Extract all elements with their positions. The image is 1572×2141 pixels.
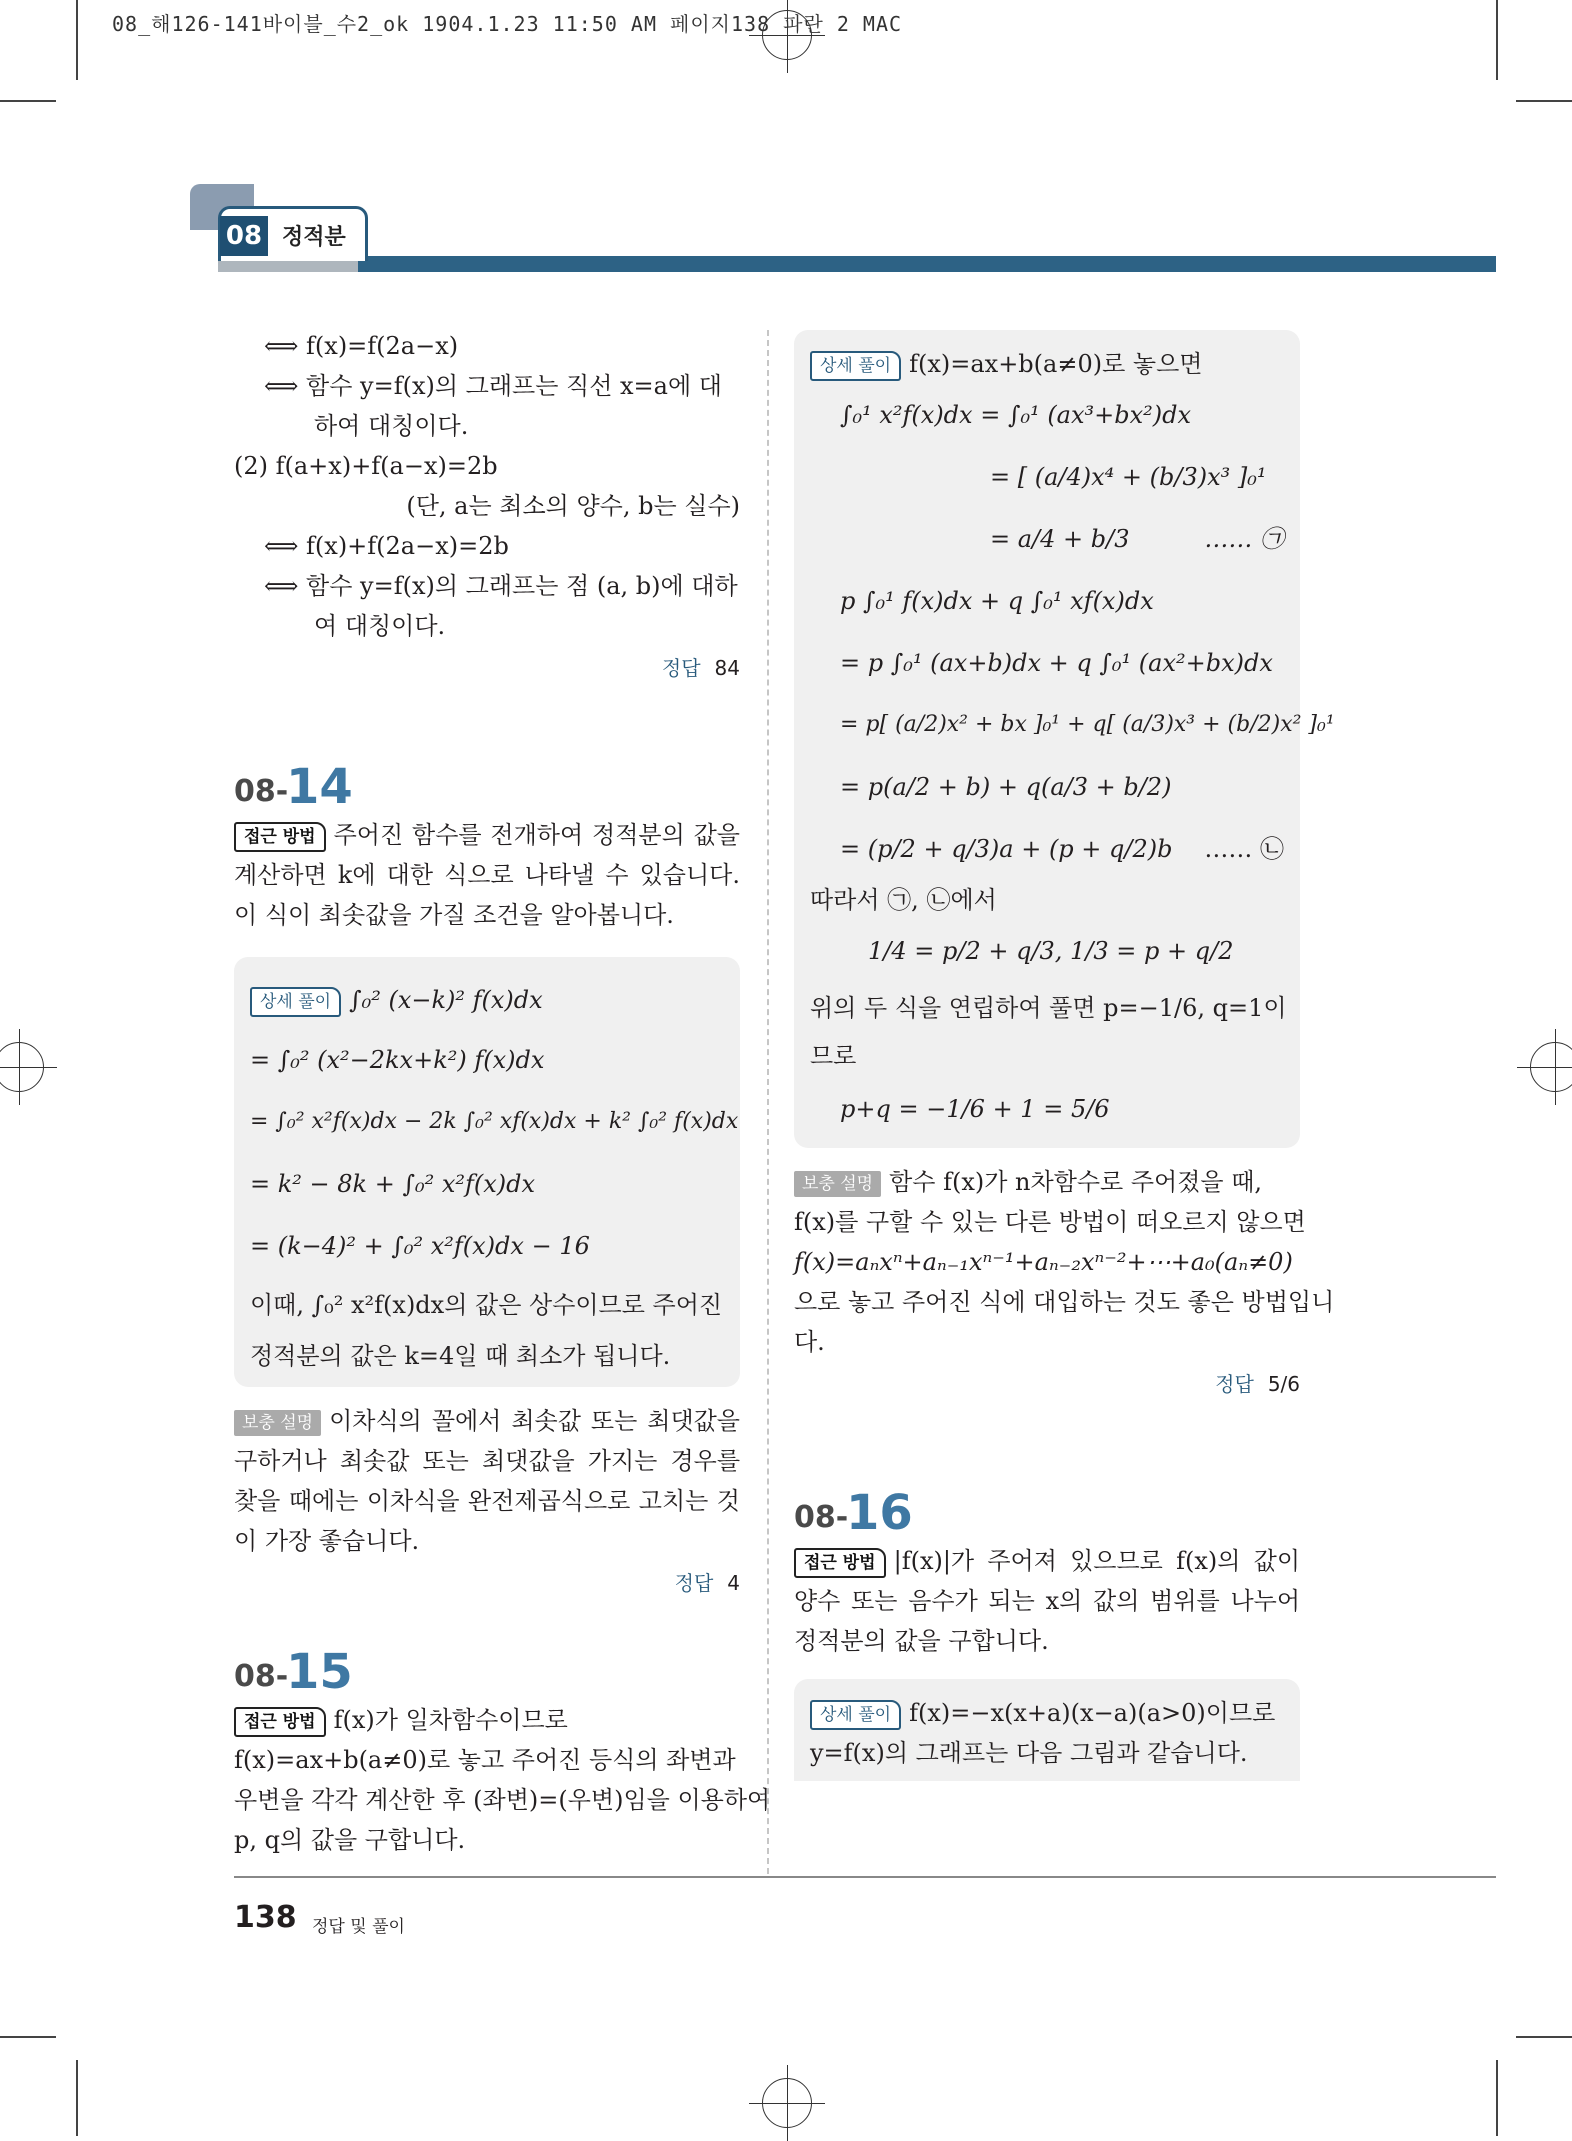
text-line: (2) f(a+x)+f(a−x)=2b bbox=[234, 452, 498, 480]
text-line: 여 대칭이다. bbox=[314, 612, 446, 640]
approach-14 bbox=[234, 815, 740, 935]
text-line: (단, a는 최소의 양수, b는 실수) bbox=[406, 492, 740, 520]
detail-box-14 bbox=[234, 957, 740, 1387]
text-line: f(x)가 일차함수이므로 bbox=[333, 1706, 568, 1734]
registration-mark-icon bbox=[1530, 1042, 1572, 1092]
extra-tag: 보충 설명 bbox=[794, 1171, 881, 1197]
extra-tag: 보충 설명 bbox=[234, 1410, 321, 1436]
answer-label: 정답 bbox=[1215, 1372, 1254, 1396]
problem-15-title bbox=[234, 1636, 740, 1700]
chapter-title: 정적분 bbox=[282, 225, 346, 250]
text-line: 함수 f(x)가 n차함수로 주어졌을 때, bbox=[889, 1168, 1263, 1196]
answer-label: 정답 bbox=[661, 656, 701, 680]
chapter-number: 08 bbox=[220, 216, 268, 256]
answer-value: 84 bbox=[714, 656, 740, 680]
text-line: 다. bbox=[794, 1328, 825, 1356]
extra-line bbox=[794, 1162, 1300, 1202]
approach-15 bbox=[234, 1700, 740, 1740]
answer-value: 4 bbox=[727, 1571, 740, 1595]
formula: = ∫₀² (x²−2kx+k²) f(x)dx bbox=[250, 1046, 545, 1074]
formula-row bbox=[810, 818, 1284, 880]
right-column bbox=[794, 330, 1335, 1781]
formula: = (k−4)² + ∫₀² x²f(x)dx − 16 bbox=[250, 1232, 590, 1260]
crop-mark bbox=[1496, 2060, 1498, 2136]
text-line: p, q의 값을 구합니다. bbox=[234, 1826, 466, 1854]
formula: = p(a/2 + b) + q(a/3 + b/2) bbox=[840, 773, 1172, 801]
formula: = p[ (a/2)x² + bx ]₀¹ + q[ (a/3)x³ + (b/2)x² ]₀¹ bbox=[840, 712, 1335, 737]
formula: p+q = −1/6 + 1 = 5/6 bbox=[840, 1095, 1110, 1123]
left-column bbox=[234, 326, 771, 1860]
header-bar bbox=[218, 256, 1496, 272]
answer-label: 정답 bbox=[674, 1571, 714, 1595]
detail-box-16 bbox=[794, 1679, 1300, 1781]
footer-label: 정답 및 풀이 bbox=[312, 1917, 405, 1937]
approach-tag: 접근 방법 bbox=[234, 1707, 326, 1737]
text-line: 으로 놓고 주어진 식에 대입하는 것도 좋은 방법입니 bbox=[794, 1288, 1335, 1316]
registration-mark-icon bbox=[762, 2078, 812, 2128]
problem-number: 16 bbox=[846, 1485, 913, 1541]
detail-tag: 상세 풀이 bbox=[810, 351, 901, 381]
answer-13 bbox=[234, 652, 740, 681]
text-line: 위의 두 식을 연립하여 풀면 p=−1/6, q=1이 bbox=[810, 994, 1287, 1022]
footer-rule bbox=[234, 1876, 1496, 1878]
problem-16-title bbox=[794, 1477, 1300, 1541]
approach-tag: 접근 방법 bbox=[794, 1548, 886, 1578]
registration-mark-icon bbox=[762, 10, 812, 60]
text-line: 이때, ∫₀² x²f(x)dx의 값은 상수이므로 주어진 bbox=[250, 1291, 723, 1319]
text-line: f(x)=ax+b(a≠0)로 놓으면 bbox=[909, 350, 1203, 378]
text-line: f(x)=ax+b(a≠0)로 놓고 주어진 등식의 좌변과 bbox=[234, 1746, 736, 1774]
formula: ∫₀² (x−k)² f(x)dx bbox=[349, 986, 543, 1014]
detail-box-15 bbox=[794, 330, 1335, 1148]
formula: = k² − 8k + ∫₀² x²f(x)dx bbox=[250, 1170, 536, 1198]
formula: = ∫₀² x²f(x)dx − 2k ∫₀² xf(x)dx + k² ∫₀² f(x)dx bbox=[250, 1109, 739, 1134]
approach-tag: 접근 방법 bbox=[234, 822, 326, 852]
detail-text bbox=[810, 1693, 1284, 1773]
crop-mark bbox=[76, 2060, 78, 2136]
detail-tag: 상세 풀이 bbox=[250, 987, 341, 1017]
formula: ∫₀¹ x²f(x)dx = ∫₀¹ (ax³+bx²)dx bbox=[840, 401, 1192, 429]
formula: p ∫₀¹ f(x)dx + q ∫₀¹ xf(x)dx bbox=[840, 587, 1154, 615]
print-slug: 08_해126-141바이블_수2_ok 1904.1.23 11:50 AM 페이지138 파란 2 MAC bbox=[112, 12, 903, 36]
text-line: ⟺ f(x)=f(2a−x) bbox=[264, 332, 459, 360]
problem-14-title bbox=[234, 751, 740, 815]
answer-value: 5/6 bbox=[1267, 1372, 1300, 1396]
formula: 1/4 = p/2 + q/3, 1/3 = p + q/2 bbox=[868, 937, 1234, 965]
text-line: 정적분의 값은 k=4일 때 최소가 됩니다. bbox=[250, 1342, 671, 1370]
formula: f(x)=aₙxⁿ+aₙ₋₁xⁿ⁻¹+aₙ₋₂xⁿ⁻²+⋯+a₀(aₙ≠0) bbox=[794, 1248, 1293, 1276]
registration-mark-icon bbox=[0, 1042, 44, 1092]
approach-text: |f(x)|가 주어져 있으므로 f(x)의 값이 양수 또는 음수가 되는 x의 값의 범위를 나누어 정적분의 값을 구합니다. bbox=[794, 1547, 1300, 1655]
problem-prefix: 08- bbox=[234, 1659, 289, 1694]
text-line: 므로 bbox=[810, 1042, 857, 1070]
formula: = [ (a/4)x⁴ + (b/3)x³ ]₀¹ bbox=[990, 463, 1267, 491]
text-line: ⟺ 함수 y=f(x)의 그래프는 점 (a, b)에 대하 bbox=[264, 572, 738, 600]
column-divider bbox=[767, 330, 769, 1874]
formula-row bbox=[810, 508, 1284, 570]
text-line: f(x)를 구할 수 있는 다른 방법이 떠오르지 않으면 bbox=[794, 1208, 1306, 1236]
text-line: 우변을 각각 계산한 후 (좌변)=(우변)임을 이용하여 bbox=[234, 1786, 771, 1814]
approach-text: 주어진 함수를 전개하여 정적분의 값을 계산하면 k에 대한 식으로 나타낼 수 있습니다. 이 식이 최솟값을 가질 조건을 알아봅니다. bbox=[234, 821, 740, 929]
extra-text: 이차식의 꼴에서 최솟값 또는 최댓값을 구하거나 최솟값 또는 최댓값을 가지는 경우를 찾을 때에는 이차식을 완전제곱식으로 고치는 것이 가장 좋습니다. bbox=[234, 1407, 740, 1555]
crop-mark bbox=[0, 100, 56, 102]
detail-tag: 상세 풀이 bbox=[810, 1700, 901, 1730]
problem-prefix: 08- bbox=[794, 1500, 849, 1535]
detail-line bbox=[250, 971, 724, 1029]
problem-prefix: 08- bbox=[234, 774, 289, 809]
crop-mark bbox=[1496, 0, 1498, 80]
formula: = (p/2 + q/3)a + (p + q/2)b bbox=[840, 835, 1173, 863]
answer-14 bbox=[234, 1567, 740, 1596]
crop-mark bbox=[76, 0, 78, 80]
extra-15 bbox=[794, 1162, 1335, 1362]
problem-number: 15 bbox=[286, 1644, 353, 1700]
detail-line bbox=[810, 344, 1284, 384]
text-line: ⟺ 함수 y=f(x)의 그래프는 직선 x=a에 대 bbox=[264, 372, 722, 400]
problem-number: 14 bbox=[286, 759, 353, 815]
equation-mark-2: …… ㉡ bbox=[1204, 835, 1284, 863]
page-number: 138 bbox=[234, 1900, 297, 1935]
formula: = a/4 + b/3 bbox=[990, 525, 1130, 553]
text-line: ⟺ f(x)+f(2a−x)=2b bbox=[264, 532, 509, 560]
equation-mark-1: …… ㉠ bbox=[1204, 525, 1284, 553]
detail-text-body: f(x)=−x(x+a)(x−a)(a>0)이므로 y=f(x)의 그래프는 다음 그림과 같습니다. bbox=[810, 1699, 1276, 1767]
crop-mark bbox=[1516, 2036, 1572, 2038]
crop-mark bbox=[0, 2036, 56, 2038]
crop-mark bbox=[1516, 100, 1572, 102]
text-line: 따라서 ㉠, ㉡에서 bbox=[810, 886, 997, 914]
answer-15 bbox=[794, 1368, 1300, 1397]
text-line: 하여 대칭이다. bbox=[314, 412, 469, 440]
formula: = p ∫₀¹ (ax+b)dx + q ∫₀¹ (ax²+bx)dx bbox=[840, 649, 1273, 677]
extra-14 bbox=[234, 1401, 740, 1561]
approach-16 bbox=[794, 1541, 1300, 1661]
